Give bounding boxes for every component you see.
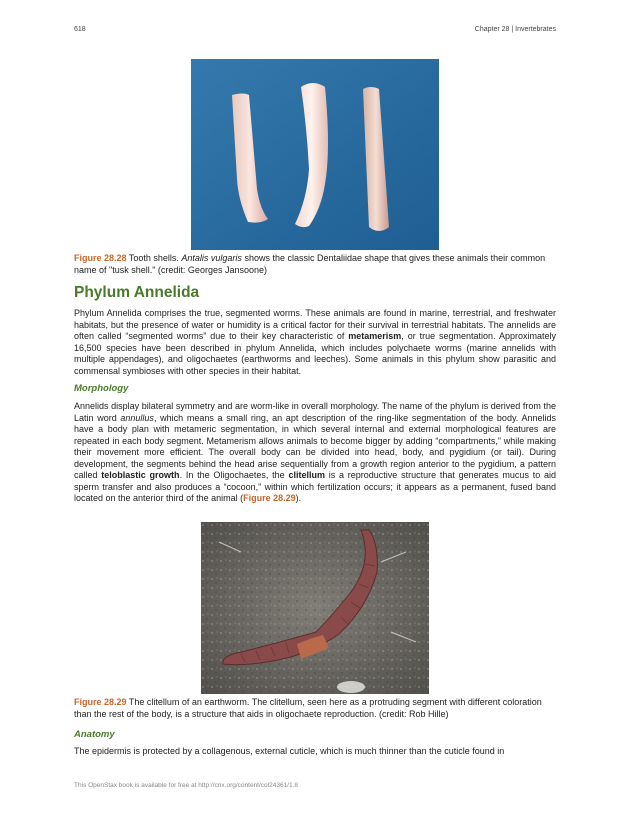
morphology-paragraph: Annelids display bilateral symmetry and are worm-like in overall morphology. The name of the phylum is derived from the Latin word annullus, which means a small ring, an apt description of the ring-like segmentation of the body. Annelids have a body plan with metameric segmentation, in which several internal and external morphological features are repeated in each body segment. Metamerism allows animals to become bigger by adding “compartments,” while making their movement more efficient. The overall body can be divided into head, body, and pygidium (or tail). During development, the segments behind the head arise sequentially from a growth region anterior to the pygidium, a pattern called teloblastic growth. In the Oligochaetes, the clitellum is a reproductive structure that generates mucus to aid sperm transfer and also produces a “cocoon,” within which fertilization occurs; it appears as a permanent, fused band located on the anterior third of the animal (Figure 28.29). (74, 401, 556, 503)
page-number: 618 (74, 26, 86, 33)
earthworm-photo (201, 522, 429, 694)
footer-text: This OpenStax book is available for free at http://cnx.org/content/col24361/1.8 (74, 782, 299, 789)
figure-28-29-caption: Figure 28.29 The clitellum of an earthworm. The clitellum, seen here as a protruding segment with different coloration than the rest of the body, is a structure that aids in oligochaete reproduction. (credit: Rob Hille) (74, 697, 542, 719)
figure-number: Figure 28.28 (74, 253, 127, 263)
intro-paragraph: Phylum Annelida comprises the true, segmented worms. These animals are found in marine, terrestrial, and freshwater habitats, but the presence of water or humidity is a critical factor for their survival in terrestrial habitats. The annelids are often called “segmented worms” due to their key characteristic of metamerism, or true segmentation. Approximately 16,500 species have been described in phylum Annelida, which includes polychaete worms (marine annelids with multiple appendages), and oligochaetes (earthworms and leeches). Some animals in this phylum show parasitic and commensal symbioses with other species in their habitat. (74, 308, 557, 376)
morphology-heading: Morphology (74, 383, 129, 394)
anatomy-heading: Anatomy (74, 729, 115, 740)
figure-28-29-link[interactable]: Figure 28.29 (243, 493, 296, 503)
figure-number: Figure 28.29 (74, 697, 127, 707)
chapter-header: Chapter 28 | Invertebrates (474, 26, 556, 33)
tusk-shells-photo (191, 59, 439, 250)
anatomy-paragraph: The epidermis is protected by a collagenous, external cuticle, which is much thinner than the cuticle found in (74, 746, 505, 756)
figure-28-28-caption: Figure 28.28 Tooth shells. Antalis vulgaris shows the classic Dentaliidae shape that gives these animals their common name of "tusk shell." (credit: Georges Jansoone) (74, 253, 546, 275)
section-title: Phylum Annelida (74, 284, 200, 301)
